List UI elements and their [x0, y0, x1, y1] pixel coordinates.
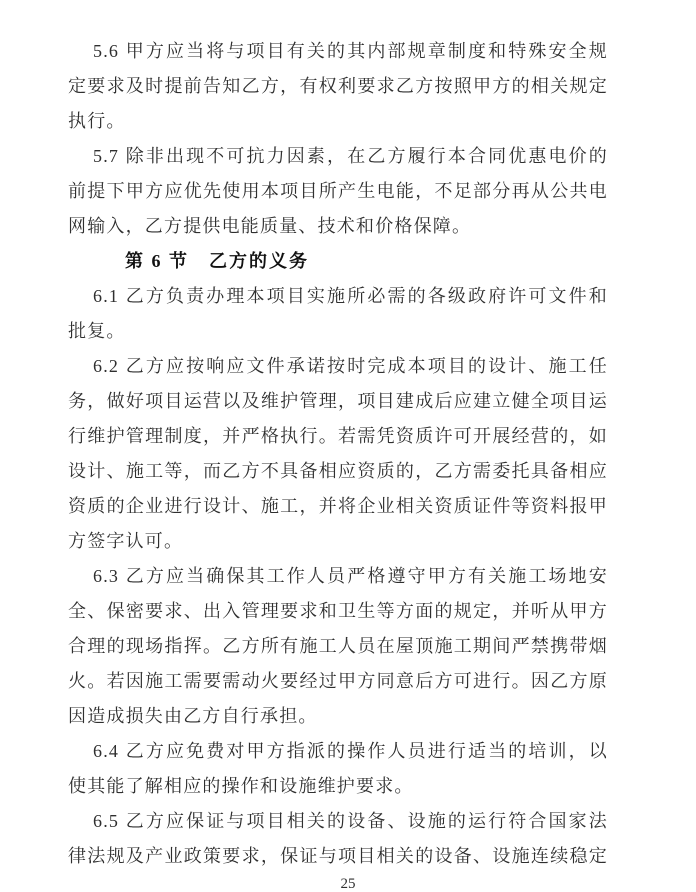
page-number: 25: [340, 876, 356, 892]
text-line: 行维护管理制度，并严格执行。若需凭资质许可开展经营的，如: [68, 426, 608, 446]
text-line: 执行。: [68, 111, 126, 131]
text-line: 务，做好项目运营以及维护管理，项目建成后应建立健全项目运: [68, 391, 608, 411]
text-line: 前提下甲方应优先使用本项目所产生电能，不足部分再从公共电: [68, 181, 608, 201]
text-line: 6.5 乙方应保证与项目相关的设备、设施的运行符合国家法: [93, 811, 608, 831]
text-line: 全、保密要求、出入管理要求和卫生等方面的规定，并听从甲方: [68, 601, 608, 621]
text-line: 方签字认可。: [68, 531, 184, 551]
section-heading: 第 6 节 乙方的义务: [125, 251, 309, 271]
text-line: 5.6 甲方应当将与项目有关的其内部规章制度和特殊安全规: [93, 41, 608, 61]
text-line: 6.3 乙方应当确保其工作人员严格遵守甲方有关施工场地安: [93, 566, 608, 586]
text-line: 定要求及时提前告知乙方，有权利要求乙方按照甲方的相关规定: [68, 76, 608, 96]
text-line: 网输入，乙方提供电能质量、技术和价格保障。: [68, 216, 472, 236]
text-line: 设计、施工等，而乙方不具备相应资质的，乙方需委托具备相应: [68, 461, 608, 481]
text-line: 6.2 乙方应按响应文件承诺按时完成本项目的设计、施工任: [93, 356, 608, 376]
text-line: 6.4 乙方应免费对甲方指派的操作人员进行适当的培训，以: [93, 741, 608, 761]
text-line: 因造成损失由乙方自行承担。: [68, 706, 318, 726]
text-line: 使其能了解相应的操作和设施维护要求。: [68, 776, 414, 796]
text-line: 6.1 乙方负责办理本项目实施所必需的各级政府许可文件和: [93, 286, 608, 306]
text-line: 火。若因施工需要需动火要经过甲方同意后方可进行。因乙方原: [68, 671, 608, 691]
contract-text: [68, 34, 608, 874]
text-line: 资质的企业进行设计、施工，并将企业相关资质证件等资料报甲: [68, 496, 608, 516]
text-line: 批复。: [68, 321, 126, 341]
text-line: 合理的现场指挥。乙方所有施工人员在屋顶施工期间严禁携带烟: [68, 636, 608, 656]
text-line: 律法规及产业政策要求，保证与项目相关的设备、设施连续稳定: [68, 846, 608, 866]
text-line: 5.7 除非出现不可抗力因素，在乙方履行本合同优惠电价的: [93, 146, 608, 166]
